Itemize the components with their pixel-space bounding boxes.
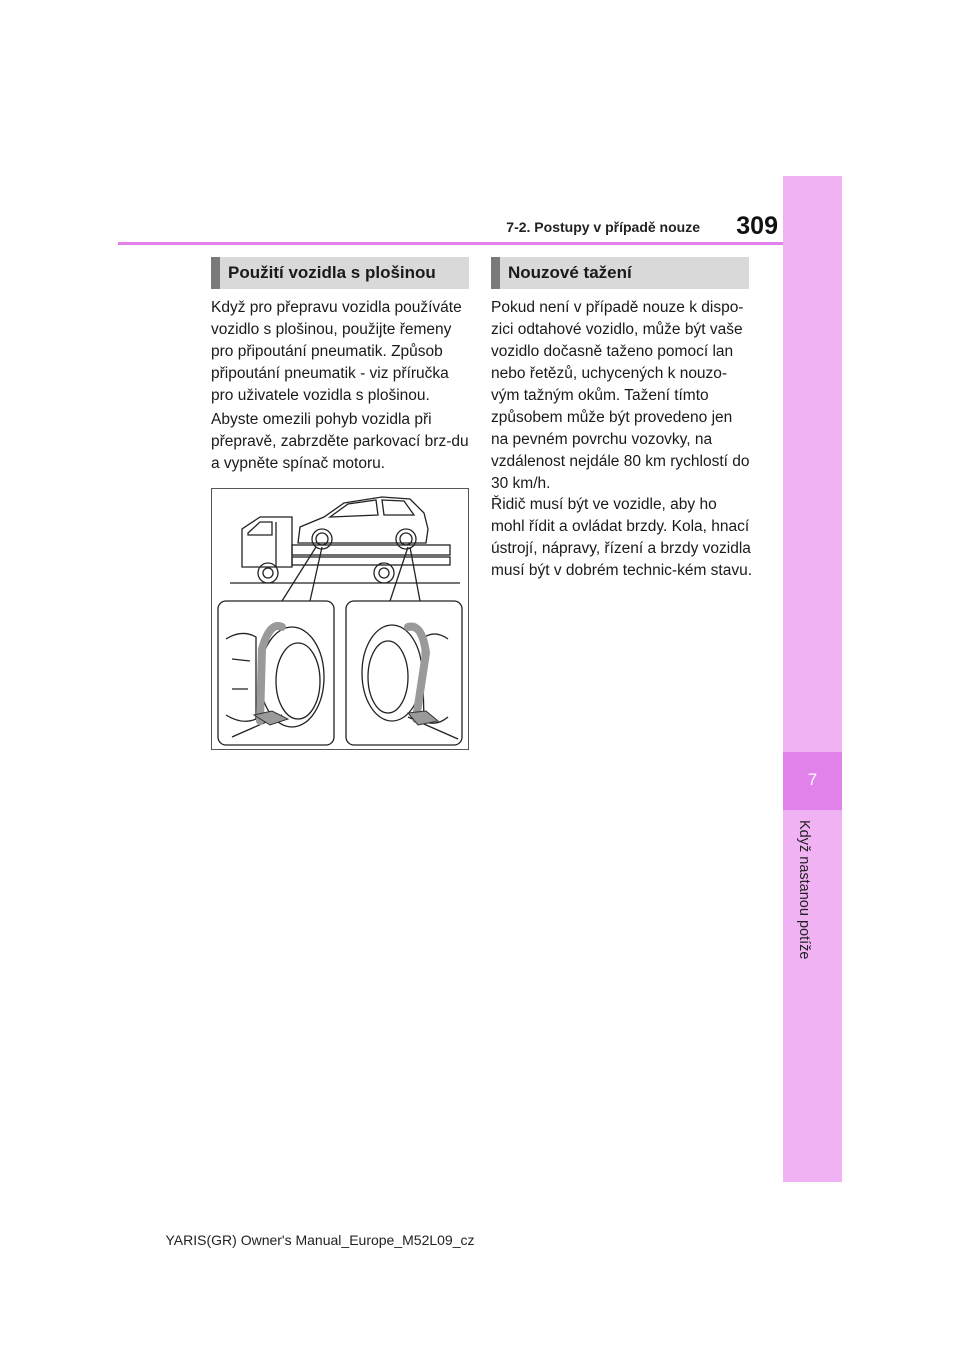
heading-flatbed: Použití vozidla s plošinou bbox=[211, 257, 469, 289]
flatbed-truck-tire-straps-icon bbox=[212, 489, 468, 749]
chapter-title: Když nastanou potíže bbox=[796, 820, 812, 960]
towing-paragraph-1: Pokud není v případě nouze k dispo-zici odtahové vozidlo, může být vaše vozidlo dočasně taženo pomocí lan nebo řetězů, uchycených k nouzo-vým tažným okům. Tažení tímto způsobem může být provedeno jen na pevném povrchu vozovky, na vzdálenost nejdále 80 km rychlostí do 30 km/h. bbox=[491, 299, 750, 492]
footer-manual-id: YARIS(GR) Owner's Manual_Europe_M52L09_cz bbox=[165, 1232, 475, 1248]
chapter-number: 7 bbox=[807, 770, 818, 789]
page-number: 309 bbox=[736, 212, 778, 240]
flatbed-figure bbox=[211, 488, 469, 750]
section-title: 7-2. Postupy v případě nouze bbox=[506, 219, 700, 235]
flatbed-paragraph-2: Abyste omezili pohyb vozidla při přepravě, zabrzděte parkovací brz-du a vypněte spínač motoru. bbox=[211, 411, 469, 472]
chapter-side-tab bbox=[783, 176, 842, 1182]
header-rule bbox=[118, 242, 783, 245]
flatbed-paragraph-1: Když pro přepravu vozidla používáte vozidlo s plošinou, použijte řemeny pro připoutání pneumatik. Způsob připoutání pneumatik - viz příručka pro uživatele vozidla s plošinou. bbox=[211, 299, 462, 404]
towing-paragraph-2: Řidič musí být ve vozidle, aby ho mohl řídit a ovládat brzdy. Kola, hnací ústrojí, nápravy, řízení a brzdy vozidla musí být v dobrém technic-kém stavu. bbox=[491, 496, 753, 579]
heading-emergency-towing: Nouzové tažení bbox=[491, 257, 749, 289]
